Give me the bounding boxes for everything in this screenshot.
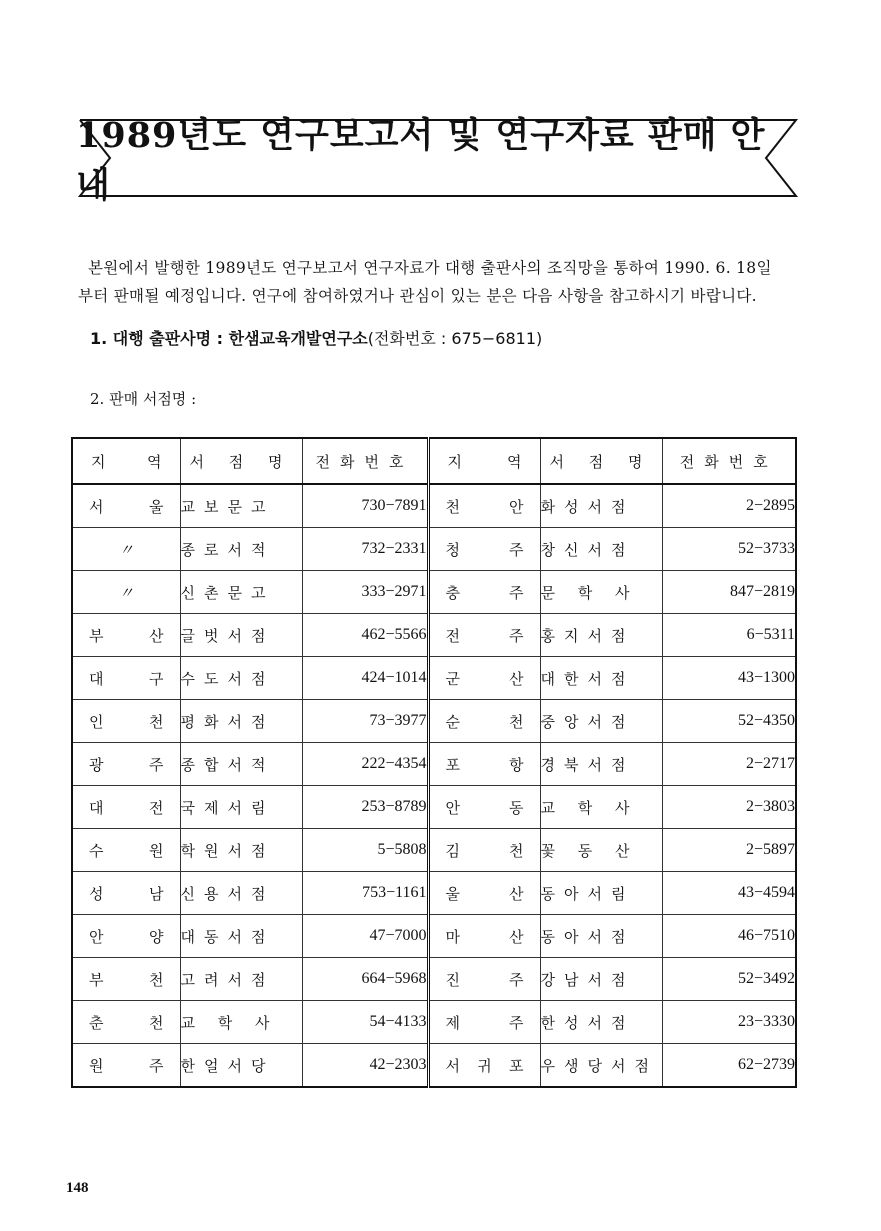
store-name-cell: 교보문고 — [180, 484, 302, 528]
header-phone-left: 전화번호 — [302, 438, 428, 484]
region-char: 순 — [445, 712, 460, 731]
store-name-cell: 평화서점 — [180, 700, 302, 743]
region-char: 포 — [445, 755, 460, 774]
region-cell — [72, 571, 180, 614]
region-cell — [428, 700, 540, 743]
phone-cell: 253−8789 — [302, 786, 428, 829]
store-name-cell: 대한서점 — [540, 657, 662, 700]
region-char: 안 — [509, 497, 524, 516]
phone-cell: 2−5897 — [662, 829, 796, 872]
region-char: 산 — [509, 884, 524, 903]
phone-cell: 6−5311 — [662, 614, 796, 657]
region-cell — [428, 657, 540, 700]
region-cell — [428, 1001, 540, 1044]
region-char: 청 — [445, 540, 460, 559]
phone-cell: 222−4354 — [302, 743, 428, 786]
region-char: 주 — [509, 626, 524, 645]
phone-cell: 2−2717 — [662, 743, 796, 786]
region-char: 군 — [445, 669, 460, 688]
phone-cell: 54−4133 — [302, 1001, 428, 1044]
intro-line-2: 부터 판매될 예정입니다. 연구에 참여하였거나 관심이 있는 분은 다음 사항을 참고하시기 바랍니다. — [78, 287, 757, 305]
region-cell — [72, 1044, 180, 1088]
region-cell — [428, 1044, 540, 1088]
region-cell — [428, 786, 540, 829]
table-row — [72, 657, 796, 700]
region-char: 주 — [149, 755, 164, 774]
table-header-row — [72, 438, 796, 484]
publisher-item — [90, 326, 542, 349]
phone-cell: 52−3733 — [662, 528, 796, 571]
region-char: 원 — [89, 1056, 104, 1075]
region-char: 천 — [149, 1013, 164, 1032]
region-cell — [428, 528, 540, 571]
region-char: 귀 — [477, 1056, 492, 1075]
region-char: 포 — [509, 1056, 524, 1075]
publisher-label: 1. 대행 출판사명 : 한샘교육개발연구소 — [90, 329, 368, 348]
region-char: 천 — [509, 712, 524, 731]
region-char: 제 — [445, 1013, 460, 1032]
store-name-cell: 중앙서점 — [540, 700, 662, 743]
header-region-left: 지 역 — [72, 438, 180, 484]
store-name-cell: 동아서점 — [540, 915, 662, 958]
region-char: 동 — [509, 798, 524, 817]
region-char: 서 — [89, 497, 104, 516]
header-store-right: 서 점 명 — [540, 438, 662, 484]
region-cell — [72, 528, 180, 571]
store-name-cell: 신용서점 — [180, 872, 302, 915]
page-number: 148 — [66, 1180, 89, 1196]
store-name-cell: 신촌문고 — [180, 571, 302, 614]
region-cell — [72, 958, 180, 1001]
region-char: 주 — [149, 1056, 164, 1075]
store-name-cell: 수도서점 — [180, 657, 302, 700]
store-name-cell: 종로서적 — [180, 528, 302, 571]
phone-cell: 732−2331 — [302, 528, 428, 571]
region-cell — [428, 571, 540, 614]
phone-cell: 847−2819 — [662, 571, 796, 614]
region-cell — [72, 786, 180, 829]
region-char: 남 — [149, 884, 164, 903]
title-banner — [76, 115, 800, 206]
page-title: 1989년도 연구보고서 및 연구자료 판매 안내 — [76, 115, 766, 206]
table-row — [72, 915, 796, 958]
phone-cell: 52−4350 — [662, 700, 796, 743]
phone-cell: 43−1300 — [662, 657, 796, 700]
store-name-cell: 대동서점 — [180, 915, 302, 958]
region-char: 주 — [509, 540, 524, 559]
table-row — [72, 743, 796, 786]
store-name-cell: 종합서적 — [180, 743, 302, 786]
region-cell — [428, 484, 540, 528]
region-char: 산 — [509, 927, 524, 946]
store-name-cell: 우생당서점 — [540, 1044, 662, 1088]
table-row — [72, 872, 796, 915]
table-row — [72, 700, 796, 743]
region-char: 전 — [445, 626, 460, 645]
publisher-phone: (전화번호 : 675−6811) — [367, 329, 543, 348]
region-cell — [72, 743, 180, 786]
region-char: 광 — [89, 755, 104, 774]
store-name-cell: 문 학 사 — [540, 571, 662, 614]
region-char: 구 — [149, 669, 164, 688]
region-cell — [72, 484, 180, 528]
region-char: 충 — [445, 583, 460, 602]
table-row — [72, 1044, 796, 1088]
region-char: 천 — [149, 712, 164, 731]
table-row — [72, 484, 796, 528]
region-cell — [72, 829, 180, 872]
phone-cell: 52−3492 — [662, 958, 796, 1001]
bookstore-heading: 2. 판매 서점명 : — [90, 390, 197, 408]
store-name-cell: 교 학 사 — [540, 786, 662, 829]
bookstore-table — [71, 437, 797, 1088]
region-char: 진 — [445, 970, 460, 989]
phone-cell: 42−2303 — [302, 1044, 428, 1088]
region-cell — [428, 743, 540, 786]
phone-cell: 23−3330 — [662, 1001, 796, 1044]
region-char: 성 — [89, 884, 104, 903]
region-cell — [72, 1001, 180, 1044]
table-row — [72, 829, 796, 872]
phone-cell: 664−5968 — [302, 958, 428, 1001]
region-char: 산 — [509, 669, 524, 688]
region-cell — [428, 915, 540, 958]
store-name-cell: 교 학 사 — [180, 1001, 302, 1044]
region-char: 김 — [445, 841, 460, 860]
region-cell — [428, 872, 540, 915]
region-cell — [72, 657, 180, 700]
region-char: 산 — [149, 626, 164, 645]
store-name-cell: 고려서점 — [180, 958, 302, 1001]
store-name-cell: 국제서림 — [180, 786, 302, 829]
region-cell — [72, 614, 180, 657]
region-char: 양 — [149, 927, 164, 946]
region-char: 부 — [89, 626, 104, 645]
region-char: 안 — [445, 798, 460, 817]
phone-cell: 5−5808 — [302, 829, 428, 872]
header-region-right: 지 역 — [428, 438, 540, 484]
region-char: 주 — [509, 970, 524, 989]
region-char: 천 — [509, 841, 524, 860]
region-cell — [428, 614, 540, 657]
phone-cell: 47−7000 — [302, 915, 428, 958]
table-row — [72, 958, 796, 1001]
region-char: 인 — [89, 712, 104, 731]
phone-cell: 2−2895 — [662, 484, 796, 528]
region-char: 항 — [509, 755, 524, 774]
region-char: 〃 — [118, 540, 134, 559]
table-row — [72, 571, 796, 614]
phone-cell: 46−7510 — [662, 915, 796, 958]
region-cell — [72, 700, 180, 743]
header-phone-right: 전화번호 — [662, 438, 796, 484]
region-char: 안 — [89, 927, 104, 946]
table-row — [72, 528, 796, 571]
region-char: 울 — [445, 884, 460, 903]
phone-cell: 753−1161 — [302, 872, 428, 915]
table-row — [72, 786, 796, 829]
phone-cell: 424−1014 — [302, 657, 428, 700]
region-char: 주 — [509, 1013, 524, 1032]
region-char: 〃 — [118, 583, 134, 602]
phone-cell: 730−7891 — [302, 484, 428, 528]
phone-cell: 62−2739 — [662, 1044, 796, 1088]
phone-cell: 43−4594 — [662, 872, 796, 915]
region-cell — [72, 915, 180, 958]
region-char: 수 — [89, 841, 104, 860]
region-char: 춘 — [89, 1013, 104, 1032]
region-cell — [428, 958, 540, 1001]
region-char: 부 — [89, 970, 104, 989]
table-row — [72, 1001, 796, 1044]
region-char: 천 — [149, 970, 164, 989]
region-char: 원 — [149, 841, 164, 860]
region-cell — [72, 872, 180, 915]
region-char: 천 — [445, 497, 460, 516]
store-name-cell: 홍지서점 — [540, 614, 662, 657]
store-name-cell: 한얼서당 — [180, 1044, 302, 1088]
store-name-cell: 창신서점 — [540, 528, 662, 571]
store-name-cell: 동아서림 — [540, 872, 662, 915]
phone-cell: 333−2971 — [302, 571, 428, 614]
store-name-cell: 한성서점 — [540, 1001, 662, 1044]
table-body — [72, 484, 796, 1087]
phone-cell: 462−5566 — [302, 614, 428, 657]
store-name-cell: 강남서점 — [540, 958, 662, 1001]
region-char: 전 — [149, 798, 164, 817]
store-name-cell: 꽃 동 산 — [540, 829, 662, 872]
table-row — [72, 614, 796, 657]
region-char: 울 — [149, 497, 164, 516]
phone-cell: 2−3803 — [662, 786, 796, 829]
header-store-left: 서 점 명 — [180, 438, 302, 484]
region-char: 마 — [445, 927, 460, 946]
store-name-cell: 경북서점 — [540, 743, 662, 786]
region-char: 대 — [89, 798, 104, 817]
region-char: 주 — [509, 583, 524, 602]
phone-cell: 73−3977 — [302, 700, 428, 743]
intro-line-1: 본원에서 발행한 1989년도 연구보고서 연구자료가 대행 출판사의 조직망을 통하여 1990. 6. 18일 — [88, 259, 772, 277]
region-cell — [428, 829, 540, 872]
region-char: 대 — [89, 669, 104, 688]
store-name-cell: 학원서점 — [180, 829, 302, 872]
store-name-cell: 화성서점 — [540, 484, 662, 528]
region-char: 서 — [445, 1056, 460, 1075]
store-name-cell: 글벗서점 — [180, 614, 302, 657]
intro-paragraph — [78, 254, 803, 310]
